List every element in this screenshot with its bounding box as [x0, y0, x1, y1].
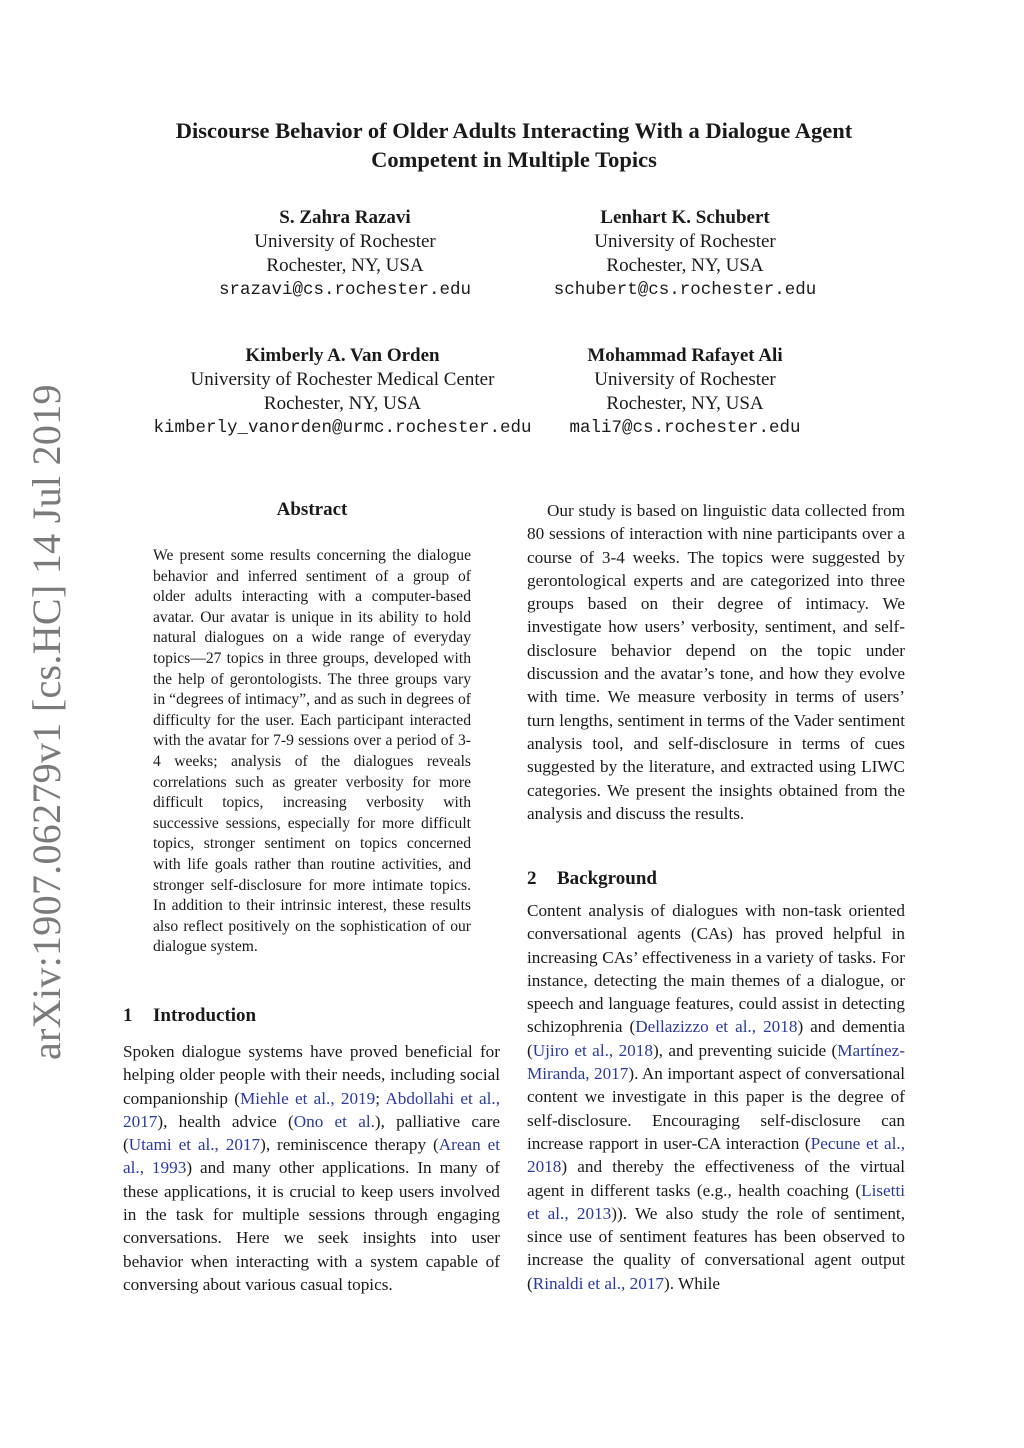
citation-link[interactable]: Dellazizzo et al., 2018: [635, 1017, 798, 1037]
text-run: Spoken dialogue systems have proved beneficial for helping older people with their needs, including social companionship (: [123, 1042, 500, 1108]
author-affiliation: University of Rochester Medical Center: [190, 369, 495, 390]
text-run: ) and thereby the effectiveness of the virtual agent in different tasks (e.g., health coaching (: [527, 1157, 905, 1200]
text-run: ;: [375, 1088, 386, 1108]
arxiv-identifier: arXiv:1907.06279v1 [cs.HC] 14 Jul 2019: [24, 384, 69, 1060]
section-title: Introduction: [153, 1005, 257, 1026]
text-run: ), health advice (: [157, 1111, 294, 1131]
text-run: ), reminiscence therapy (: [260, 1135, 439, 1155]
author-block-1: [165, 206, 525, 302]
section-heading-background: [527, 868, 657, 890]
title-line-1: Discourse Behavior of Older Adults Interacting With a Dialogue Agent: [175, 118, 853, 143]
author-name: Mohammad Rafayet Ali: [587, 345, 783, 366]
citation-link[interactable]: Martínez-Miranda, 2017: [527, 1040, 905, 1084]
text-run: ), and preventing suicide (: [652, 1040, 838, 1060]
author-name: Lenhart K. Schubert: [600, 207, 770, 228]
author-location: Rochester, NY, USA: [606, 393, 764, 414]
citation-link[interactable]: Rinaldi et al., 2017: [532, 1273, 665, 1293]
author-email[interactable]: kimberly_vanorden@urmc.rochester.edu: [153, 418, 532, 438]
author-email[interactable]: srazavi@cs.rochester.edu: [218, 280, 472, 300]
citation-link[interactable]: Utami et al., 2017: [128, 1135, 261, 1155]
citation-link[interactable]: Abdollahi et al., 2017: [123, 1088, 501, 1131]
text-run: ). An important aspect of conversational content we investigate in this paper is the degree of self-disclosure. Encouraging self-disclosure can increase rapport in user-CA interaction (: [527, 1064, 905, 1153]
text-run: ), palliative care (: [123, 1111, 500, 1155]
author-location: Rochester, NY, USA: [263, 393, 422, 414]
text-run: Content analysis of dialogues with non-task oriented conversational agents (CAs) has proved helpful in increasing CAs’ effectiveness in a variety of tasks. For instance, detecting the main themes of a dialogue, or speech and language features, could assist in detecting schizophrenia (: [527, 901, 905, 1037]
background-paragraph: [527, 899, 905, 1295]
citation-link[interactable]: Ono et al.: [293, 1111, 375, 1131]
abstract-text: We present some results concerning the dialogue behavior and inferred sentiment of a group of older adults interacting with a computer-based avatar. Our avatar is unique in its ability to hold natural dialogues on a wide range of everyday topics—27 topics in three groups, developed with the help of gerontologists. The three groups vary in “degrees of intimacy”, and as such in degrees of difficulty for the user. Each participant interacted with the avatar for 7-9 sessions over a period of 3-4 weeks; analysis of the dialogues reveals correlations such as greater verbosity for more difficult topics, increasing verbosity with successive sessions, especially for more difficult topics, stronger sentiment on topics concerned with life goals rather than routine activities, and stronger self-disclosure for more intimate topics. In addition to their intrinsic interest, these results also reflect positively on the sophistication of our dialogue system.: [153, 547, 471, 956]
paper-title: [110, 116, 918, 174]
citation-link[interactable]: Miehle et al., 2019: [240, 1088, 376, 1108]
abstract-heading: Abstract: [276, 499, 348, 520]
citation-link[interactable]: Lisetti et al., 2013: [527, 1180, 905, 1223]
author-name: S. Zahra Razavi: [279, 207, 411, 228]
text-run: )). We also study the role of sentiment, since use of sentiment features has been observed to increase the quality of conversational agent output (: [527, 1203, 906, 1293]
section-title: Background: [557, 868, 657, 889]
author-email[interactable]: schubert@cs.rochester.edu: [553, 280, 817, 300]
author-affiliation: University of Rochester: [254, 231, 436, 252]
author-name: Kimberly A. Van Orden: [245, 345, 440, 366]
citation-link[interactable]: Ujiro et al., 2018: [532, 1040, 653, 1060]
citation-link[interactable]: Pecune et al., 2018: [527, 1133, 905, 1177]
author-affiliation: University of Rochester: [594, 231, 776, 252]
author-location: Rochester, NY, USA: [606, 255, 764, 276]
section-heading-introduction: [123, 1005, 256, 1027]
author-email[interactable]: mali7@cs.rochester.edu: [569, 418, 801, 438]
author-affiliation: University of Rochester: [594, 369, 776, 390]
citation-link[interactable]: Arean et al., 1993: [123, 1135, 500, 1178]
title-line-2: Competent in Multiple Topics: [371, 147, 657, 172]
author-location: Rochester, NY, USA: [266, 255, 424, 276]
study-overview-paragraph: Our study is based on linguistic data collected from 80 sessions of interaction with nine participants over a course of 3-4 weeks. The topics were suggested by gerontological experts and are categorized into three groups based on their degree of intimacy. We investigate how users’ verbosity, sentiment, and self-disclosure behavior depend on the topic under discussion and the avatar’s tone, and how they evolve with time. We measure verbosity in terms of users’ turn lengths, sentiment in terms of the Vader sentiment analysis tool, and self-disclosure in terms of cues suggested by the literature, and extracted using LIWC categories. We present the insights obtained from the analysis and discuss the results.: [527, 501, 905, 823]
author-block-2: [505, 206, 865, 302]
text-run: ). While: [664, 1273, 721, 1293]
text-run: ) and dementia (: [527, 1017, 905, 1060]
section-number: 1: [123, 1005, 133, 1026]
introduction-paragraph: [123, 1040, 500, 1296]
author-block-4: [540, 344, 830, 440]
text-run: ) and many other applications. In many of these applications, it is crucial to keep users involved in the task for multiple sessions through engaging conversations. Here we seek insights into user behavior when interacting with a system capable of conversing about various casual topics.: [123, 1158, 500, 1294]
author-block-3: [120, 344, 565, 440]
section-number: 2: [527, 868, 537, 889]
